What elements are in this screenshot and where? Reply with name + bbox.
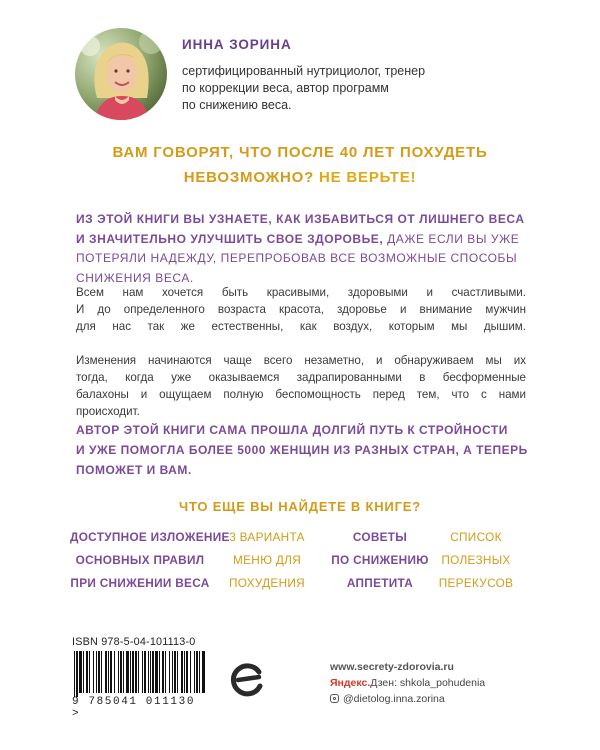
feature-snacks: СПИСОК ПОЛЕЗНЫХ ПЕРЕКУСОВ	[438, 530, 514, 590]
headline-line1: ВАМ ГОВОРЯТ, ЧТО ПОСЛЕ 40 ЛЕТ ПОХУДЕТЬ	[112, 144, 488, 161]
author-description: сертифицированный нутрициолог, тренер по коррекции веса, автор программ по снижению веса.	[182, 64, 426, 112]
intro-text: ИЗ ЭТОЙ КНИГИ ВЫ УЗНАЕТЕ, КАК ИЗБАВИТЬСЯ ОТ ЛИШНЕГО ВЕСА И ЗНАЧИТЕЛЬНО УЛУЧШИТЬ СВОЕ ЗДОРОВЬЕ, ДАЖЕ ЕСЛИ ВЫ УЖЕ ПОТЕРЯЛИ НАДЕЖДУ, ПЕРЕПРОБОВАВ ВСЕ ВОЗМОЖНЫЕ СПОСОБЫ СНИЖЕНИЯ ВЕСА.	[76, 212, 525, 285]
barcode-number: 9 785041 011130 >	[72, 696, 196, 720]
feature-menu: 3 ВАРИАНТА МЕНЮ ДЛЯ ПОХУДЕНИЯ	[228, 530, 306, 590]
headline	[0, 140, 600, 190]
feature-appetite: СОВЕТЫ ПО СНИЖЕНИЮ АППЕТИТА	[331, 530, 429, 590]
author-name: ИННА ЗОРИНА	[182, 37, 292, 52]
feature-rules: ДОСТУПНОЕ ИЗЛОЖЕНИЕ ОСНОВНЫХ ПРАВИЛ ПРИ СНИЖЕНИИ ВЕСА	[70, 530, 230, 590]
headline-line2: НЕВОЗМОЖНО? НЕ ВЕРЬТЕ!	[183, 169, 417, 186]
isbn-text: ISBN 978-5-04-101113-0	[72, 636, 196, 648]
contact-links	[330, 659, 485, 707]
paragraph-changes: Изменения начинаются чаще всего незаметно, и обнаруживаем мы их тогда, когда уже оказываемся задрапированными в бесформенные балахоны и ощущаем полную беспомощность перед тем, что с нами происходит.	[76, 354, 526, 418]
features-question: ЧТО ЕЩЕ ВЫ НАЙДЕТЕ В КНИГЕ?	[179, 499, 421, 514]
author-achievement: АВТОР ЭТОЙ КНИГИ САМА ПРОШЛА ДОЛГИЙ ПУТЬ К СТРОЙНОСТИ И УЖЕ ПОМОГЛА БОЛЕЕ 5000 ЖЕНЩИН ИЗ РАЗНЫХ СТРАН, А ТЕПЕРЬ ПОМОЖЕТ И ВАМ.	[76, 423, 528, 477]
instagram-link[interactable]: @dietolog.inna.zorina	[330, 691, 485, 707]
author-photo	[75, 28, 167, 120]
publisher-logo-icon	[228, 660, 266, 698]
paragraph-beauty: Всем нам хочется быть красивыми, здоровыми и счастливыми. И до определенного возраста красота, здоровье и внимание мужчин для нас так же естественны, как воздух, которым мы дышим.	[76, 286, 526, 333]
barcode-bars	[72, 651, 210, 697]
barcode	[72, 636, 210, 720]
website-link[interactable]: www.secrety-zdorovia.ru	[330, 661, 454, 673]
instagram-icon	[330, 694, 339, 703]
yandex-link[interactable]: Яндекс.Дзен: shkola_pohudenia	[330, 677, 486, 689]
